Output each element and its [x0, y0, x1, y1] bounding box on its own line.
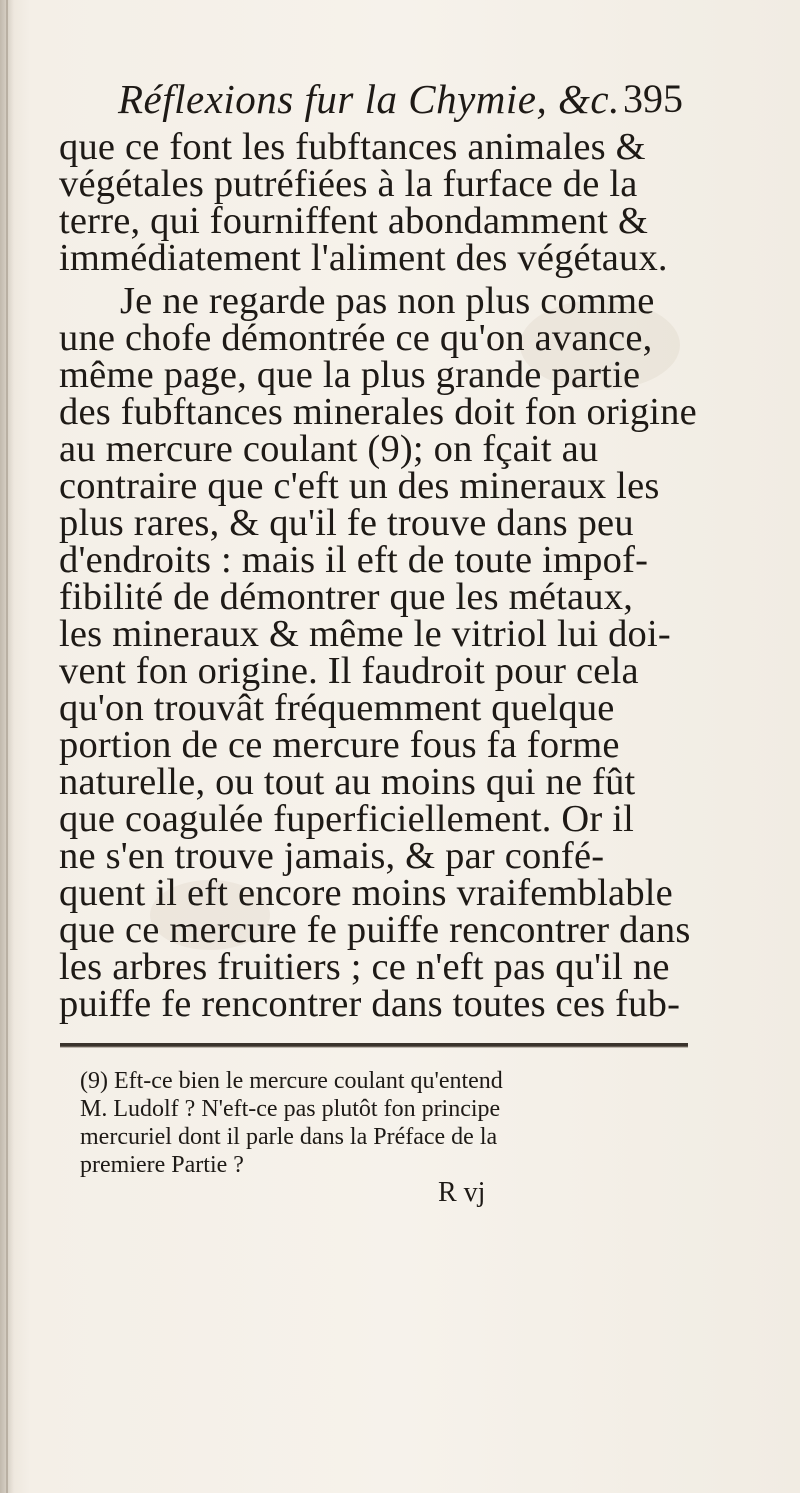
body-line: au mercure coulant (9); on fçait au — [59, 428, 599, 470]
footnote-line: premiere Partie ? — [80, 1152, 244, 1178]
footnote-line: (9) Eft-ce bien le mercure coulant qu'entend — [80, 1068, 503, 1094]
body-line: que coagulée fuperficiellement. Or il — [59, 798, 635, 840]
body-line: fibilité de démontrer que les métaux, — [59, 576, 634, 618]
body-line: que ce font les fubftances animales & — [59, 126, 646, 168]
running-head — [118, 74, 718, 124]
gutter-edge — [6, 0, 8, 1493]
paragraph-start-line: Je ne regarde pas non plus comme — [120, 280, 655, 322]
body-line: que ce mercure fe puiffe rencontrer dans — [59, 909, 691, 951]
body-line: portion de ce mercure fous fa forme — [59, 724, 620, 766]
body-line: végétales putréfiées à la furface de la — [59, 163, 638, 205]
signature-mark: R vj — [438, 1177, 486, 1208]
body-line: terre, qui fourniffent abondamment & — [59, 200, 649, 242]
body-line: une chofe démontrée ce qu'on avance, — [59, 317, 653, 359]
body-line: qu'on trouvât fréquemment quelque — [59, 687, 615, 729]
body-line: naturelle, ou tout au moins qui ne fût — [59, 761, 636, 803]
footnote-line: M. Ludolf ? N'eft-ce pas plutôt fon principe — [80, 1096, 501, 1122]
body-line: vent fon origine. Il faudroit pour cela — [59, 650, 639, 692]
page-number: 395 — [623, 76, 683, 121]
body-line: les mineraux & même le vitriol lui doi- — [59, 613, 671, 655]
body-line: d'endroits : mais il eft de toute impof- — [59, 539, 649, 581]
body-line: plus rares, & qu'il fe trouve dans peu — [59, 502, 634, 544]
body-line: immédiatement l'aliment des végétaux. — [59, 237, 668, 279]
body-line: même page, que la plus grande partie — [59, 354, 641, 396]
footnote-line: mercuriel dont il parle dans la Préface de la — [80, 1124, 498, 1150]
body-line: contraire que c'eft un des mineraux les — [59, 465, 660, 507]
running-title: Réflexions fur la Chymie, &c. — [118, 76, 620, 122]
footnote-rule — [60, 1043, 688, 1048]
body-line: les arbres fruitiers ; ce n'eft pas qu'il ne — [59, 946, 670, 988]
body-line: des fubftances minerales doit fon origine — [59, 391, 697, 433]
body-line: quent il eft encore moins vraifemblable — [59, 872, 673, 914]
body-line: ne s'en trouve jamais, & par confé- — [59, 835, 605, 877]
body-line: puiffe fe rencontrer dans toutes ces fub- — [59, 983, 681, 1025]
